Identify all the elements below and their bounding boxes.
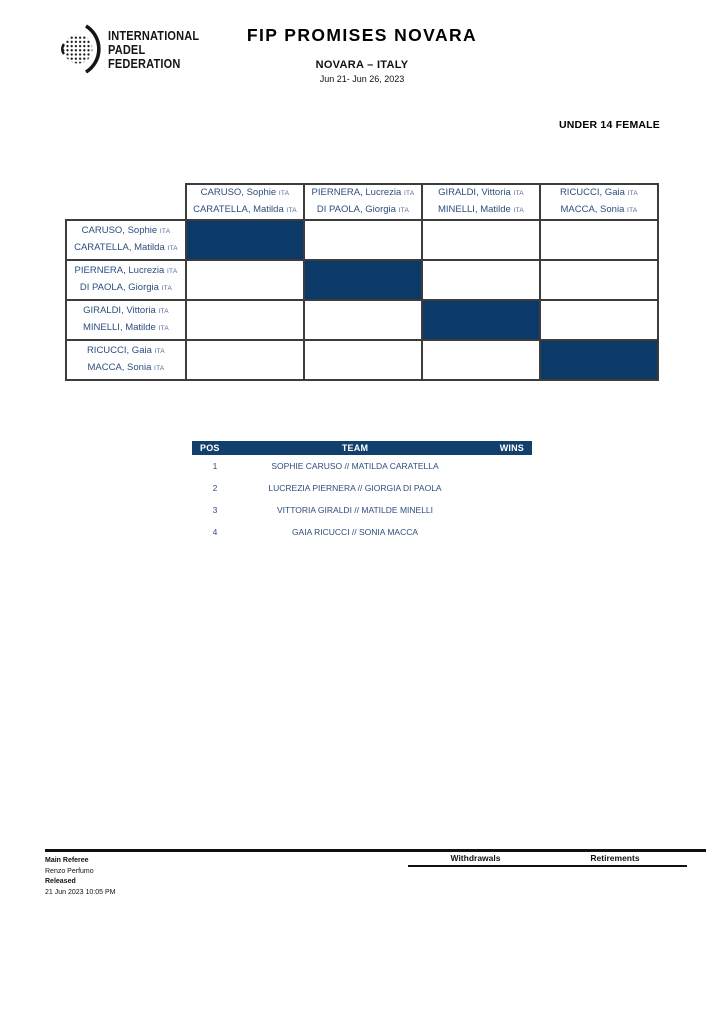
round-robin-table bbox=[65, 183, 659, 381]
standings-pos: 1 bbox=[212, 461, 218, 471]
standings-row bbox=[192, 455, 532, 477]
country-code: ITA bbox=[166, 268, 178, 275]
country-code: ITA bbox=[627, 190, 639, 197]
category-label: UNDER 14 FEMALE bbox=[558, 119, 660, 131]
standings-table bbox=[192, 441, 532, 543]
country-code: ITA bbox=[158, 325, 170, 332]
player-name: MACCA, Sonia ITA bbox=[560, 204, 638, 215]
match-cell-4-1 bbox=[186, 340, 304, 380]
main-referee-label: Main Referee bbox=[45, 857, 89, 864]
country-code: ITA bbox=[167, 245, 178, 252]
player-name: DI PAOLA, Giorgia ITA bbox=[316, 204, 410, 215]
player-name: CARUSO, Sophie ITA bbox=[200, 187, 290, 198]
match-cell-3-1 bbox=[186, 300, 304, 340]
row-header-team-1 bbox=[66, 220, 186, 260]
federation-name-line: FEDERATION bbox=[108, 57, 181, 71]
released-label: Released bbox=[45, 878, 76, 885]
row-header-team-4 bbox=[66, 340, 186, 380]
federation-name-line: INTERNATIONAL bbox=[108, 29, 200, 43]
player-name: PIERNERA, Lucrezia ITA bbox=[311, 187, 415, 198]
match-cell-4-2 bbox=[304, 340, 422, 380]
player-name: RICUCCI, Gaia ITA bbox=[86, 345, 166, 356]
matrix-row-1 bbox=[66, 220, 658, 260]
country-code: ITA bbox=[403, 190, 415, 197]
match-cell-1-4 bbox=[540, 220, 658, 260]
standings-pos: 4 bbox=[212, 527, 218, 537]
match-cell-3-2 bbox=[304, 300, 422, 340]
matrix-row-4 bbox=[66, 340, 658, 380]
match-cell-2-3 bbox=[422, 260, 540, 300]
matrix-row-3 bbox=[66, 300, 658, 340]
player-name: MINELLI, Matilde ITA bbox=[82, 322, 170, 333]
standings-header bbox=[192, 441, 532, 455]
standings-row bbox=[192, 521, 532, 543]
federation-name-line: PADEL bbox=[108, 43, 146, 57]
player-name: PIERNERA, Lucrezia ITA bbox=[74, 265, 178, 276]
self-match-cell bbox=[304, 260, 422, 300]
player-name: CARUSO, Sophie ITA bbox=[81, 225, 171, 236]
player-name: MACCA, Sonia ITA bbox=[87, 362, 165, 373]
country-code: ITA bbox=[154, 348, 166, 355]
country-code: ITA bbox=[159, 228, 171, 235]
match-cell-3-4 bbox=[540, 300, 658, 340]
event-location: NOVARA – ITALY bbox=[315, 59, 409, 71]
player-name: CARATELLA, Matilda ITA bbox=[193, 204, 297, 215]
standings-pos: 3 bbox=[212, 505, 218, 515]
self-match-cell bbox=[422, 300, 540, 340]
match-cell-1-3 bbox=[422, 220, 540, 260]
standings-row bbox=[192, 499, 532, 521]
player-name: RICUCCI, Gaia ITA bbox=[559, 187, 639, 198]
column-header-team-3 bbox=[422, 184, 540, 220]
standings-header-team: TEAM bbox=[341, 443, 369, 453]
standings-row bbox=[192, 477, 532, 499]
withdrawals-heading: Withdrawals bbox=[408, 853, 543, 867]
column-header-team-4 bbox=[540, 184, 658, 220]
self-match-cell bbox=[540, 340, 658, 380]
standings-header-wins: WINS bbox=[499, 443, 524, 453]
matrix-header-row bbox=[66, 184, 658, 220]
row-header-team-3 bbox=[66, 300, 186, 340]
match-cell-2-4 bbox=[540, 260, 658, 300]
standings-team: GAIA RICUCCI // SONIA MACCA bbox=[291, 527, 419, 537]
country-code: ITA bbox=[154, 365, 165, 372]
player-name: CARATELLA, Matilda ITA bbox=[74, 242, 178, 253]
country-code: ITA bbox=[278, 190, 290, 197]
corner-cell bbox=[66, 184, 186, 220]
player-name: GIRALDI, Vittoria ITA bbox=[438, 187, 524, 198]
row-header-team-2 bbox=[66, 260, 186, 300]
self-match-cell bbox=[186, 220, 304, 260]
country-code: ITA bbox=[627, 207, 638, 214]
standings-team: LUCREZIA PIERNERA // GIORGIA DI PAOLA bbox=[268, 483, 442, 493]
retirements-heading: Retirements bbox=[543, 853, 687, 867]
footer-divider bbox=[45, 849, 706, 852]
match-cell-2-1 bbox=[186, 260, 304, 300]
main-referee-name: Renzo Perfumo bbox=[45, 867, 94, 875]
country-code: ITA bbox=[513, 190, 524, 197]
country-code: ITA bbox=[286, 207, 297, 214]
match-cell-4-3 bbox=[422, 340, 540, 380]
player-name: MINELLI, Matilde ITA bbox=[437, 204, 525, 215]
standings-header-pos: POS bbox=[200, 443, 220, 453]
player-name: GIRALDI, Vittoria ITA bbox=[83, 305, 169, 316]
released-datetime: 21 Jun 2023 10:05 PM bbox=[45, 888, 116, 896]
event-dates: Jun 21- Jun 26, 2023 bbox=[319, 74, 405, 84]
header-title-block bbox=[0, 25, 724, 84]
standings-team: SOPHIE CARUSO // MATILDA CARATELLA bbox=[271, 461, 439, 471]
matrix-row-2 bbox=[66, 260, 658, 300]
match-cell-1-2 bbox=[304, 220, 422, 260]
event-title: FIP PROMISES NOVARA bbox=[246, 25, 478, 45]
footer-referee-block bbox=[45, 856, 115, 898]
standings-rows bbox=[192, 455, 532, 543]
standings-team: VITTORIA GIRALDI // MATILDE MINELLI bbox=[276, 505, 434, 515]
country-code: ITA bbox=[513, 207, 525, 214]
country-code: ITA bbox=[158, 308, 169, 315]
column-header-team-1 bbox=[186, 184, 304, 220]
standings-pos: 2 bbox=[212, 483, 218, 493]
player-name: DI PAOLA, Giorgia ITA bbox=[79, 282, 173, 293]
column-header-team-2 bbox=[304, 184, 422, 220]
country-code: ITA bbox=[398, 207, 410, 214]
country-code: ITA bbox=[161, 285, 173, 292]
